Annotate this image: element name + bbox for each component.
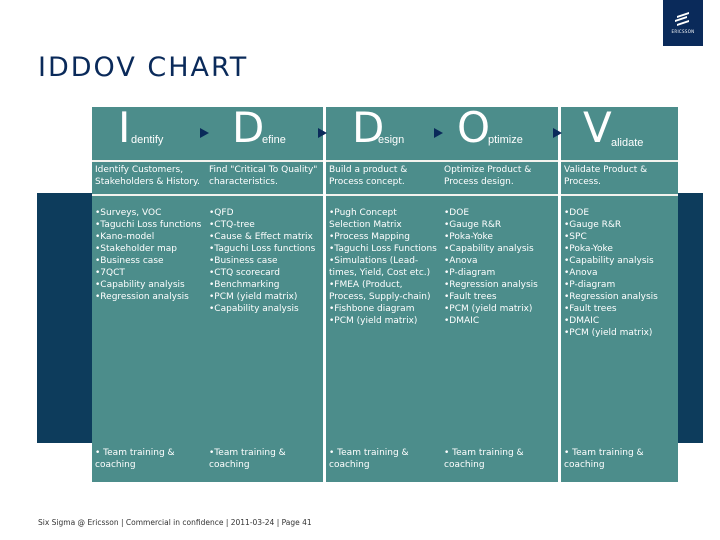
ericsson-logo [663,0,703,46]
arrow-right-icon [434,128,443,138]
tools-list [92,207,209,303]
tool-item: •Anova [444,256,478,266]
tool-item: •Cause & Effect matrix [209,232,313,242]
tool-item: •Anova [564,268,598,278]
tool-item: •Capability analysis [564,256,654,266]
header-initial: O [457,103,491,152]
objective-text: Build a product & Process concept. [326,162,443,196]
tool-item: •Regression analysis [95,292,189,302]
tool-item: •SPC [564,232,587,242]
tool-item: •Regression analysis [444,280,538,290]
header-initial: I [118,103,131,152]
tool-item: •QFD [209,208,234,218]
column-header [326,103,443,162]
tool-item: •Regression analysis [564,292,658,302]
tool-item: •CTQ-tree [209,220,255,230]
tools-list [561,207,678,339]
tool-item: •Taguchi Loss functions [95,220,202,230]
training-text: • Team training & coaching [564,448,644,470]
training-text: • Team training & coaching [329,448,409,470]
footer-text: Six Sigma @ Ericsson | Commercial in confidence | 2011-03-24 | Page 41 [38,518,312,527]
tool-item: •PCM (yield matrix) [329,316,418,326]
tool-item: •PCM (yield matrix) [564,328,653,338]
tool-item: •Fault trees [564,304,617,314]
logo-text: ERICSSON [671,29,695,34]
tool-item: •Capability analysis [95,280,185,290]
tool-item: •P-diagram [564,280,616,290]
column-header [561,103,678,162]
tools-list [441,207,558,327]
training-text: • Team training & coaching [95,448,175,470]
side-band-left [37,193,94,443]
tool-item: •Simulations (Lead-times, Yield, Cost etc.) [329,256,431,278]
tool-item: •PCM (yield matrix) [444,304,533,314]
tools-list [206,207,323,315]
tool-item: •Stakeholder map [95,244,178,254]
arrow-right-icon [553,128,562,138]
tool-item: •CTQ scorecard [209,268,280,278]
header-suffix: esign [378,134,405,146]
tool-item: •Business case [95,256,164,266]
tool-item: •Process Mapping [329,232,410,242]
column-header [206,103,323,162]
tool-item: •Gauge R&R [444,220,502,230]
objective-text: Validate Product & Process. [561,162,678,196]
tool-item: •P-diagram [444,268,496,278]
header-suffix: dentify [131,134,164,146]
tool-item: •DMAIC [444,316,480,326]
tools-list [326,207,443,327]
tool-item: •Poka-Yoke [444,232,493,242]
tool-item: •Poka-Yoke [564,244,613,254]
header-initial: V [583,103,612,152]
tool-item: •Fault trees [444,292,497,302]
tool-item: •DMAIC [564,316,600,326]
slide-title: IDDOV CHART [38,52,249,83]
column-optimize [441,103,558,482]
tool-item: •Capability analysis [444,244,534,254]
tool-item: •7QCT [95,268,125,278]
training-text: • Team training & coaching [444,448,524,470]
ericsson-logo-icon [674,11,692,27]
column-header [92,103,209,162]
training-text: •Team training & coaching [209,448,286,470]
tool-item: •Capability analysis [209,304,299,314]
header-suffix: ptimize [488,134,523,146]
tool-item: •Taguchi Loss Functions [329,244,437,254]
tool-item: •Kano-model [95,232,155,242]
header-suffix: efine [262,134,286,146]
tool-item: •Gauge R&R [564,220,622,230]
tool-item: •Business case [209,256,278,266]
column-validate [561,103,678,482]
tool-item: •Fishbone diagram [329,304,415,314]
column-header [441,103,558,162]
objective-text: Identify Customers, Stakeholders & History. [92,162,209,196]
header-initial: D [352,103,385,152]
objective-text: Find "Critical To Quality" characteristics. [206,162,323,196]
objective-text: Optimize Product & Process design. [441,162,558,196]
arrow-right-icon [318,128,327,138]
tool-item: •Benchmarking [209,280,280,290]
header-initial: D [232,103,265,152]
tool-item: •DOE [564,208,590,218]
column-design [326,103,443,482]
tool-item: •Taguchi Loss functions [209,244,316,254]
tool-item: •Pugh Concept Selection Matrix [329,208,402,230]
column-identify [92,103,209,482]
tool-item: •Surveys, VOC [95,208,162,218]
header-suffix: alidate [611,137,644,149]
arrow-right-icon [200,128,209,138]
tool-item: •DOE [444,208,470,218]
tool-item: •PCM (yield matrix) [209,292,298,302]
tool-item: •FMEA (Product, Process, Supply-chain) [329,280,431,302]
column-define [206,103,323,482]
